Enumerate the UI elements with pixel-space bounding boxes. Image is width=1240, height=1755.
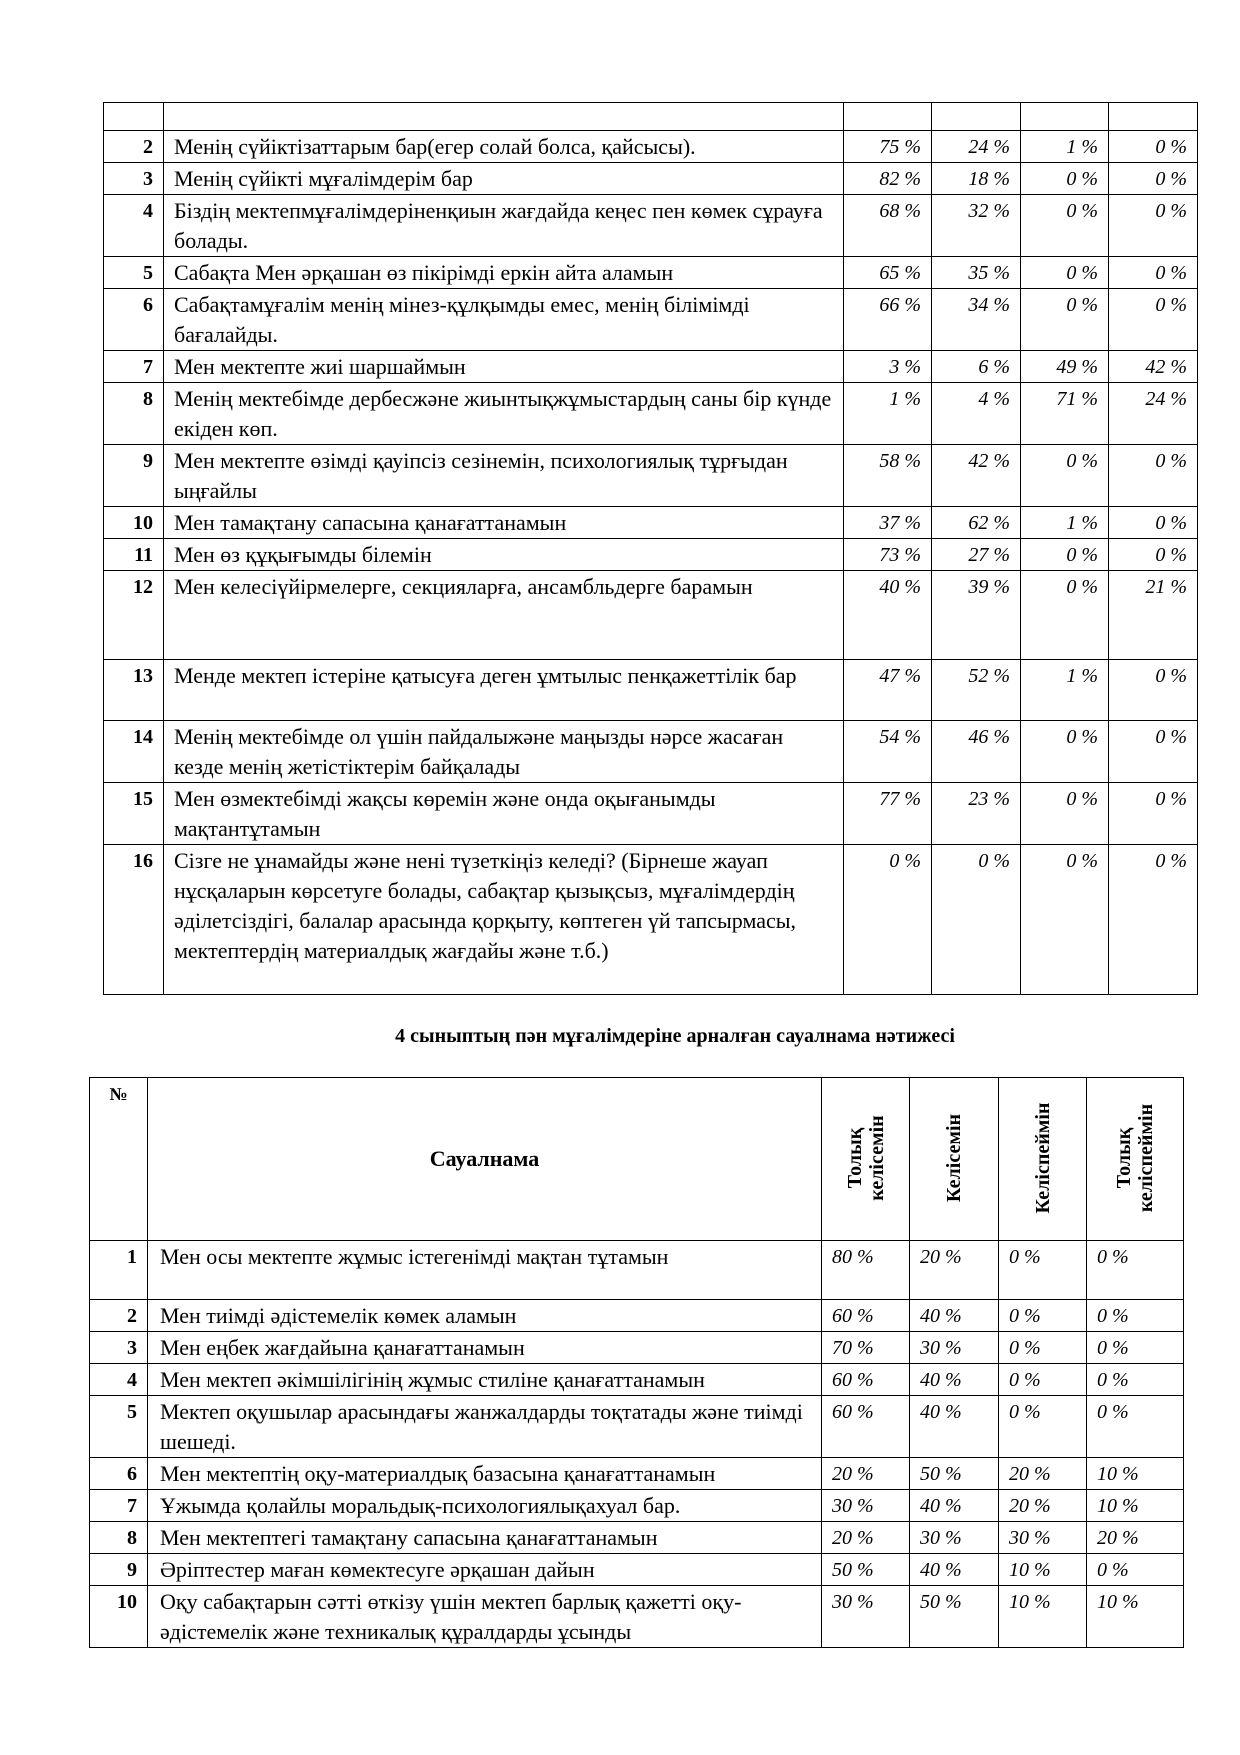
header-label: Келісемін: [943, 1113, 965, 1203]
percent-cell: 0 %: [1021, 539, 1109, 571]
row-number: 10: [90, 1586, 148, 1648]
table-row: [104, 571, 1198, 660]
question-text: Сізге не ұнамайды және нені түзеткіңіз келеді? (Бірнеше жауап нұсқаларын көрсетуге болады, сабақтар қызықсыз, мұғалімдердің әділетсіздігі, балалар арасында қорқыту, көптеген үй тапсырмасы, мектептердің материалдық жағдайы және т.б.): [164, 845, 844, 995]
row-number: 2: [90, 1300, 148, 1332]
percent-cell: 0 %: [1021, 163, 1109, 195]
header-label: Толық келісемін: [843, 1115, 888, 1201]
question-text: Ұжымда қолайлы моральдық-психологиялықахуал бар.: [148, 1490, 822, 1522]
survey-table-students: [103, 102, 1198, 995]
percent-cell: 0 %: [1109, 507, 1198, 539]
table-row: [104, 783, 1198, 845]
percent-cell: 0 %: [1021, 845, 1109, 995]
percent-cell: 1 %: [1021, 131, 1109, 163]
table-row: [104, 351, 1198, 383]
percent-cell: 10 %: [999, 1586, 1087, 1648]
percent-cell: 0 %: [1109, 257, 1198, 289]
percent-cell: 20 %: [999, 1458, 1087, 1490]
percent-cell: 0 %: [1021, 195, 1109, 257]
row-number: 6: [90, 1458, 148, 1490]
percent-cell: [932, 103, 1021, 131]
percent-cell: 49 %: [1021, 351, 1109, 383]
percent-cell: 0 %: [1021, 721, 1109, 783]
header-disagree: [999, 1078, 1087, 1241]
percent-cell: 42 %: [1109, 351, 1198, 383]
percent-cell: 20 %: [1087, 1522, 1184, 1554]
percent-cell: 0 %: [1087, 1241, 1184, 1300]
percent-cell: 50 %: [910, 1458, 999, 1490]
percent-cell: 30 %: [822, 1586, 910, 1648]
question-text: Біздің мектепмұғалімдеріненқиын жағдайда кеңес пен көмек сұрауға болады.: [164, 195, 844, 257]
table-row: [90, 1396, 1184, 1458]
table-row: [104, 721, 1198, 783]
row-number: 3: [104, 163, 164, 195]
question-text: [164, 103, 844, 131]
percent-cell: 82 %: [844, 163, 932, 195]
percent-cell: 10 %: [999, 1554, 1087, 1586]
question-text: Мен еңбек жағдайына қанағаттанамын: [148, 1332, 822, 1364]
question-text: Сабақта Мен әрқашан өз пікірімді еркін айта аламын: [164, 257, 844, 289]
percent-cell: 40 %: [910, 1554, 999, 1586]
question-text: Сабақтамұғалім менің мінез-құлқымды емес, менің білімімді бағалайды.: [164, 289, 844, 351]
percent-cell: 66 %: [844, 289, 932, 351]
percent-cell: 30 %: [822, 1490, 910, 1522]
percent-cell: 0 %: [1109, 783, 1198, 845]
header-fully-agree: [822, 1078, 910, 1241]
percent-cell: 23 %: [932, 783, 1021, 845]
percent-cell: 1 %: [844, 383, 932, 445]
row-number: 11: [104, 539, 164, 571]
percent-cell: 47 %: [844, 660, 932, 721]
percent-cell: 0 %: [1109, 195, 1198, 257]
row-number: 7: [90, 1490, 148, 1522]
table-row: [104, 195, 1198, 257]
question-text: Мен мектепте жиі шаршаймын: [164, 351, 844, 383]
percent-cell: 50 %: [822, 1554, 910, 1586]
question-text: Менде мектеп істеріне қатысуға деген ұмтылыс пенқажеттілік бар: [164, 660, 844, 721]
row-number: 3: [90, 1332, 148, 1364]
question-text: Мен мектеп әкімшілігінің жұмыс стиліне қанағаттанамын: [148, 1364, 822, 1396]
percent-cell: 6 %: [932, 351, 1021, 383]
percent-cell: 1 %: [1021, 507, 1109, 539]
percent-cell: 20 %: [822, 1522, 910, 1554]
percent-cell: 35 %: [932, 257, 1021, 289]
percent-cell: 10 %: [1087, 1586, 1184, 1648]
table-row: [104, 289, 1198, 351]
percent-cell: 39 %: [932, 571, 1021, 660]
table-row: [90, 1458, 1184, 1490]
percent-cell: 58 %: [844, 445, 932, 507]
percent-cell: 0 %: [1021, 571, 1109, 660]
percent-cell: 34 %: [932, 289, 1021, 351]
percent-cell: 0 %: [1087, 1364, 1184, 1396]
percent-cell: 0 %: [1021, 289, 1109, 351]
percent-cell: 37 %: [844, 507, 932, 539]
row-number: [104, 103, 164, 131]
percent-cell: 0 %: [1087, 1332, 1184, 1364]
table-row: [90, 1490, 1184, 1522]
percent-cell: 60 %: [822, 1300, 910, 1332]
percent-cell: 21 %: [1109, 571, 1198, 660]
percent-cell: 42 %: [932, 445, 1021, 507]
percent-cell: 0 %: [844, 845, 932, 995]
percent-cell: 24 %: [932, 131, 1021, 163]
row-number: 2: [104, 131, 164, 163]
percent-cell: 0 %: [1109, 131, 1198, 163]
table-row: [104, 257, 1198, 289]
percent-cell: 10 %: [1087, 1490, 1184, 1522]
percent-cell: 0 %: [1109, 445, 1198, 507]
percent-cell: 0 %: [1109, 163, 1198, 195]
header-fully-disagree: [1087, 1078, 1184, 1241]
percent-cell: 40 %: [910, 1396, 999, 1458]
question-text: Әріптестер маған көмектесуге әрқашан дайын: [148, 1554, 822, 1586]
question-text: Мен өзмектебімді жақсы көремін және онда оқығанымды мақтантұтамын: [164, 783, 844, 845]
percent-cell: 50 %: [910, 1586, 999, 1648]
header-agree: [910, 1078, 999, 1241]
percent-cell: 75 %: [844, 131, 932, 163]
percent-cell: 30 %: [910, 1332, 999, 1364]
row-number: 16: [104, 845, 164, 995]
table-row: [104, 131, 1198, 163]
percent-cell: 60 %: [822, 1364, 910, 1396]
percent-cell: 0 %: [1087, 1396, 1184, 1458]
percent-cell: 77 %: [844, 783, 932, 845]
row-number: 4: [90, 1364, 148, 1396]
row-number: 10: [104, 507, 164, 539]
question-text: Мен мектептегі тамақтану сапасына қанағаттанамын: [148, 1522, 822, 1554]
percent-cell: 0 %: [1109, 845, 1198, 995]
row-number: 8: [90, 1522, 148, 1554]
row-number: 9: [90, 1554, 148, 1586]
percent-cell: 0 %: [1021, 257, 1109, 289]
question-text: Мектеп оқушылар арасындағы жанжалдарды тоқтатады және тиімді шешеді.: [148, 1396, 822, 1458]
percent-cell: [844, 103, 932, 131]
percent-cell: 10 %: [1087, 1458, 1184, 1490]
percent-cell: 0 %: [999, 1364, 1087, 1396]
table-row: [104, 845, 1198, 995]
percent-cell: 40 %: [910, 1490, 999, 1522]
row-number: 15: [104, 783, 164, 845]
question-text: Менің мектебімде ол үшін пайдалыжәне маңызды нәрсе жасаған кезде менің жетістіктерім байқалады: [164, 721, 844, 783]
row-number: 6: [104, 289, 164, 351]
percent-cell: 30 %: [910, 1522, 999, 1554]
header-label: Келіспеймін: [1031, 1102, 1054, 1214]
row-number: 5: [90, 1396, 148, 1458]
header-question: Сауалнама: [148, 1078, 822, 1241]
row-number: 8: [104, 383, 164, 445]
percent-cell: 24 %: [1109, 383, 1198, 445]
table-row: [104, 660, 1198, 721]
row-number: 14: [104, 721, 164, 783]
question-text: Мен өз құқығымды білемін: [164, 539, 844, 571]
table-row: [104, 539, 1198, 571]
percent-cell: 0 %: [999, 1241, 1087, 1300]
percent-cell: [1109, 103, 1198, 131]
percent-cell: 0 %: [1021, 783, 1109, 845]
question-text: Менің сүйіктізаттарым бар(егер солай болса, қайсысы).: [164, 131, 844, 163]
question-text: Менің мектебімде дербесжәне жиынтықжұмыстардың саны бір күнде екіден көп.: [164, 383, 844, 445]
row-number: 13: [104, 660, 164, 721]
header-number: №: [90, 1078, 148, 1241]
percent-cell: 20 %: [910, 1241, 999, 1300]
question-text: Оқу сабақтарын сәтті өткізу үшін мектеп барлық қажетті оқу-әдістемелік және техникалық құралдарды ұсынды: [148, 1586, 822, 1648]
table-row: [90, 1364, 1184, 1396]
table-row: [104, 507, 1198, 539]
percent-cell: 0 %: [932, 845, 1021, 995]
percent-cell: 62 %: [932, 507, 1021, 539]
question-text: Мен тиімді әдістемелік көмек аламын: [148, 1300, 822, 1332]
percent-cell: 65 %: [844, 257, 932, 289]
question-text: Менің сүйікті мұғалімдерім бар: [164, 163, 844, 195]
percent-cell: 0 %: [1087, 1554, 1184, 1586]
table-row: [90, 1554, 1184, 1586]
table-row: [104, 103, 1198, 131]
table-row: [90, 1522, 1184, 1554]
question-text: Мен тамақтану сапасына қанағаттанамын: [164, 507, 844, 539]
question-text: Мен мектептің оқу-материалдық базасына қанағаттанамын: [148, 1458, 822, 1490]
row-number: 7: [104, 351, 164, 383]
percent-cell: 71 %: [1021, 383, 1109, 445]
percent-cell: 0 %: [1109, 289, 1198, 351]
row-number: 5: [104, 257, 164, 289]
percent-cell: 30 %: [999, 1522, 1087, 1554]
percent-cell: 27 %: [932, 539, 1021, 571]
percent-cell: 60 %: [822, 1396, 910, 1458]
header-label: Толық келіспеймін: [1113, 1103, 1157, 1213]
percent-cell: 0 %: [999, 1332, 1087, 1364]
row-number: 4: [104, 195, 164, 257]
table-row: [90, 1300, 1184, 1332]
percent-cell: 1 %: [1021, 660, 1109, 721]
row-number: 1: [90, 1241, 148, 1300]
percent-cell: 20 %: [822, 1458, 910, 1490]
percent-cell: 0 %: [999, 1300, 1087, 1332]
percent-cell: 3 %: [844, 351, 932, 383]
percent-cell: 0 %: [1109, 539, 1198, 571]
survey-table-teachers: [89, 1077, 1184, 1648]
percent-cell: 40 %: [910, 1300, 999, 1332]
question-text: Мен келесіүйірмелерге, секцияларға, ансамбльдерге барамын: [164, 571, 844, 660]
table-row: [90, 1586, 1184, 1648]
percent-cell: 20 %: [999, 1490, 1087, 1522]
table-row: [104, 445, 1198, 507]
percent-cell: 0 %: [1109, 660, 1198, 721]
table-row: [90, 1241, 1184, 1300]
table-header-row: [90, 1078, 1184, 1241]
percent-cell: 0 %: [999, 1396, 1087, 1458]
percent-cell: 32 %: [932, 195, 1021, 257]
percent-cell: 0 %: [1021, 445, 1109, 507]
percent-cell: 70 %: [822, 1332, 910, 1364]
table-row: [104, 383, 1198, 445]
section-title: 4 сыныптың пән мұғалімдеріне арналған сауалнама нәтижесі: [395, 1025, 955, 1047]
row-number: 12: [104, 571, 164, 660]
percent-cell: 4 %: [932, 383, 1021, 445]
table-row: [90, 1332, 1184, 1364]
percent-cell: 0 %: [1109, 721, 1198, 783]
table-row: [104, 163, 1198, 195]
percent-cell: 40 %: [844, 571, 932, 660]
question-text: Мен мектепте өзімді қауіпсіз сезінемін, психологиялық тұрғыдан ыңғайлы: [164, 445, 844, 507]
percent-cell: 18 %: [932, 163, 1021, 195]
percent-cell: 46 %: [932, 721, 1021, 783]
percent-cell: 40 %: [910, 1364, 999, 1396]
percent-cell: 68 %: [844, 195, 932, 257]
percent-cell: 73 %: [844, 539, 932, 571]
percent-cell: 80 %: [822, 1241, 910, 1300]
question-text: Мен осы мектепте жұмыс істегенімді мақтан тұтамын: [148, 1241, 822, 1300]
percent-cell: [1021, 103, 1109, 131]
percent-cell: 52 %: [932, 660, 1021, 721]
percent-cell: 0 %: [1087, 1300, 1184, 1332]
row-number: 9: [104, 445, 164, 507]
percent-cell: 54 %: [844, 721, 932, 783]
